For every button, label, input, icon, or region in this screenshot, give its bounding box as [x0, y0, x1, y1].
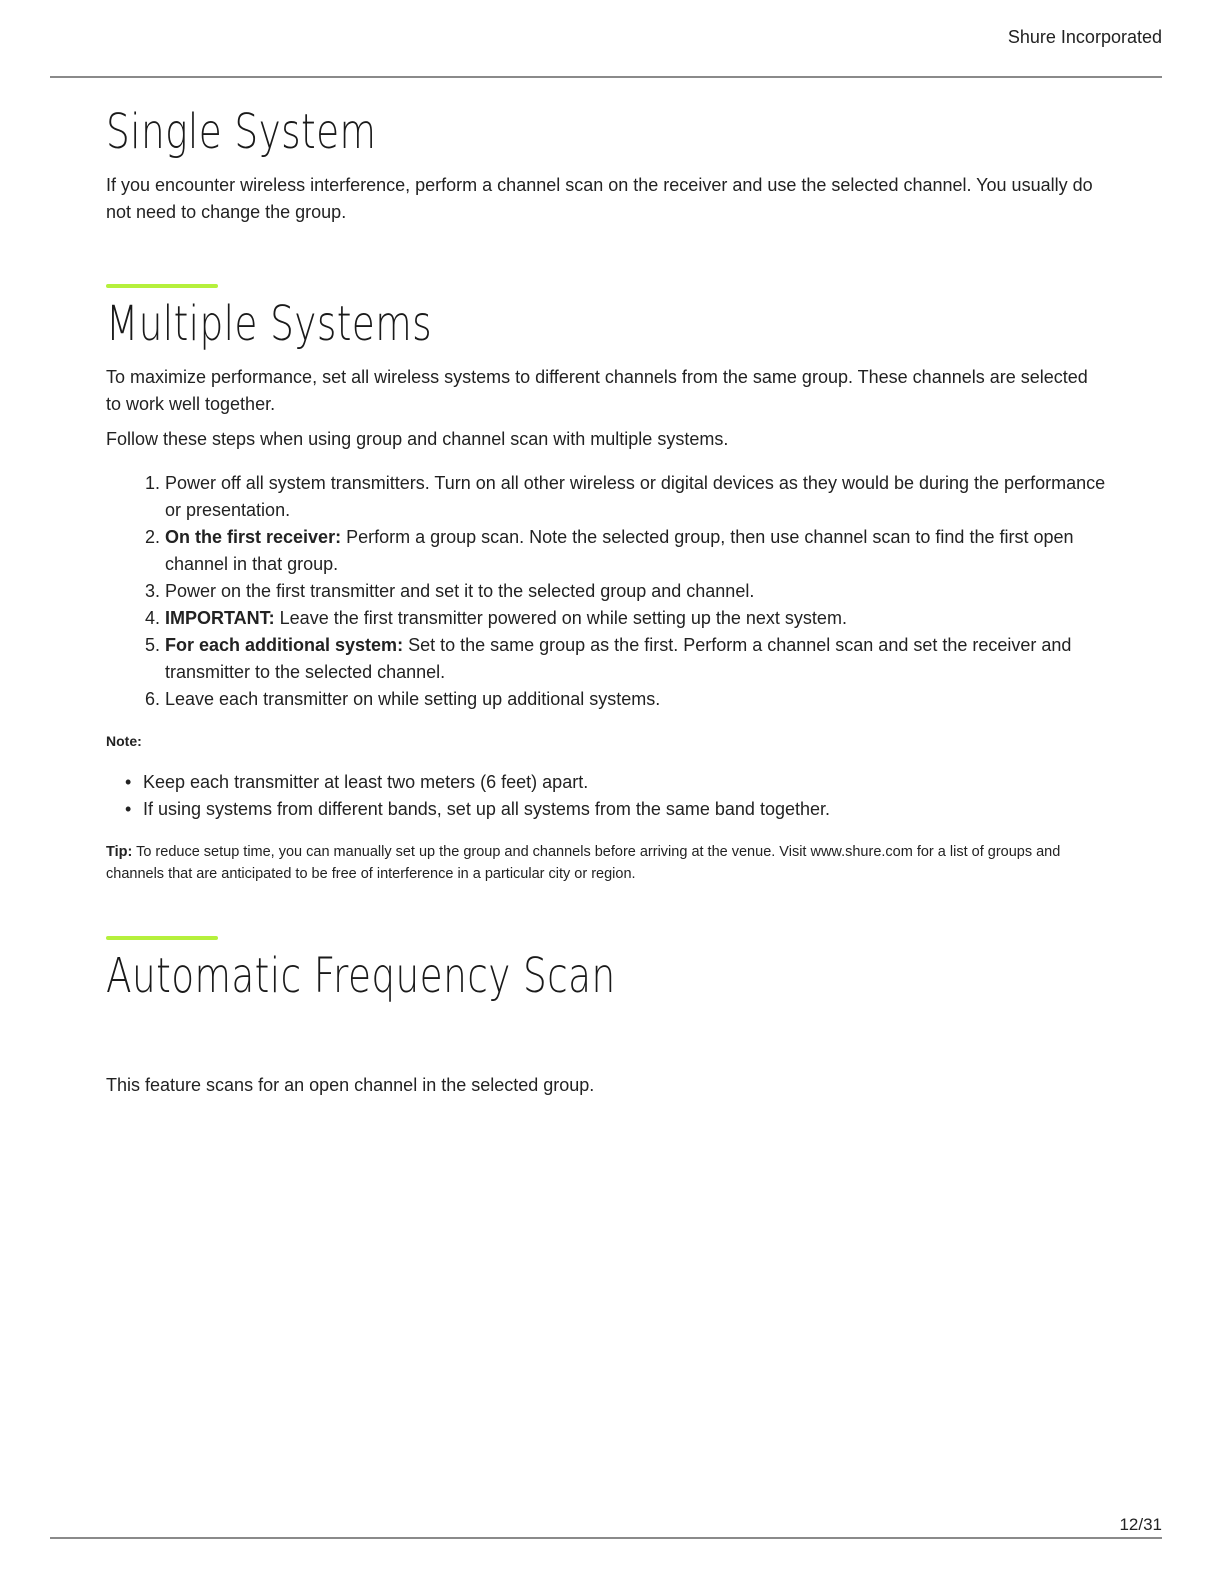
step-text: Leave the first transmitter powered on while setting up the next system.	[274, 608, 847, 628]
list-item	[165, 470, 1106, 524]
section-title-single-system: Single System	[106, 104, 377, 160]
page-number: 12/31	[1119, 1515, 1162, 1534]
multiple-systems-follow: Follow these steps when using group and channel scan with multiple systems.	[106, 429, 729, 449]
section-automatic-frequency-scan	[106, 936, 1106, 1099]
step-text: Perform a group scan. Note the selected group, then use channel scan to find the first open channel in that group.	[165, 527, 1074, 574]
step-text: Set to the same group as the first. Perform a channel scan and set the receiver and transmitter to the selected channel.	[165, 635, 1072, 682]
section-title-multiple-systems: Multiple Systems	[106, 296, 432, 352]
steps-list	[106, 470, 1106, 713]
step-text: Leave each transmitter on while setting up additional systems.	[165, 689, 661, 709]
tip-label: Tip:	[106, 844, 133, 860]
list-item	[165, 605, 1106, 632]
tip-text: To reduce setup time, you can manually set up the group and channels before arriving at the venue. Visit www.shure.com for a list of groups and channels that are anticipated to be free of interference in a particular city or region.	[106, 844, 1061, 882]
header-divider	[50, 76, 1162, 78]
list-item	[165, 524, 1106, 578]
step-bold: IMPORTANT:	[165, 608, 275, 628]
step-text: Power on the first transmitter and set it to the selected group and channel.	[165, 581, 755, 601]
auto-scan-paragraph: This feature scans for an open channel in the selected group.	[106, 1075, 595, 1095]
section-accent-bar	[106, 936, 218, 940]
list-item	[125, 769, 1106, 796]
section-title-automatic-frequency-scan: Automatic Frequency Scan	[106, 948, 616, 1004]
footer-divider	[50, 1537, 1162, 1539]
single-system-paragraph: If you encounter wireless interference, perform a channel scan on the receiver and use the selected channel. You usually do not need to change the group.	[106, 175, 1093, 222]
bullet-icon: •	[125, 799, 132, 819]
bullet-icon: •	[125, 772, 132, 792]
notes-list	[106, 769, 1106, 823]
note-label: Note:	[106, 733, 142, 749]
list-item	[165, 632, 1106, 686]
list-item	[165, 686, 1106, 713]
list-item	[165, 578, 1106, 605]
list-item	[125, 796, 1106, 823]
section-accent-bar	[106, 284, 218, 288]
note-text: Keep each transmitter at least two meters (6 feet) apart.	[143, 772, 589, 792]
step-text: Power off all system transmitters. Turn on all other wireless or digital devices as they would be during the performance or presentation.	[165, 473, 1106, 520]
section-single-system	[106, 104, 1106, 226]
step-bold: For each additional system:	[165, 635, 404, 655]
header-company-name: Shure Incorporated	[1007, 27, 1162, 47]
section-multiple-systems	[106, 284, 1106, 885]
tip-paragraph	[106, 841, 1106, 885]
note-text: If using systems from different bands, set up all systems from the same band together.	[143, 799, 830, 819]
step-bold: On the first receiver:	[165, 527, 342, 547]
multiple-systems-intro: To maximize performance, set all wireless systems to different channels from the same group. These channels are selected to work well together.	[106, 367, 1088, 414]
